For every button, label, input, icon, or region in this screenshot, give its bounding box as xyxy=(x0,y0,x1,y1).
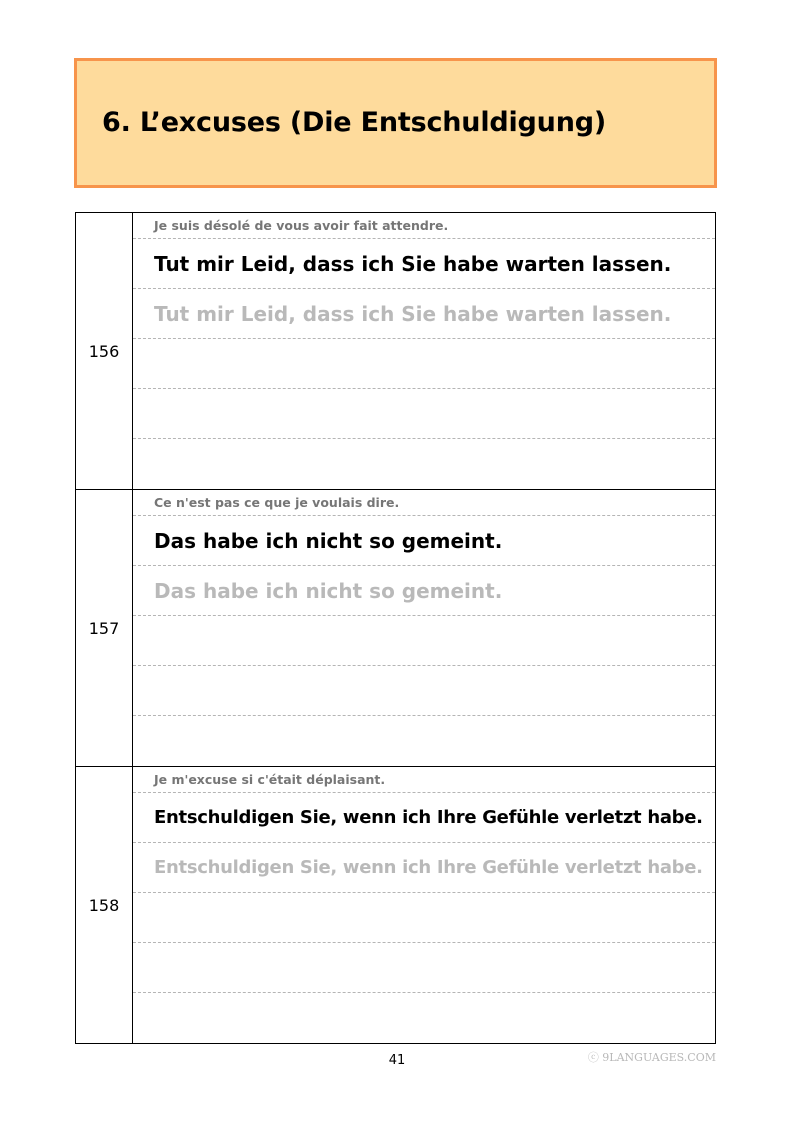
blank-writing-line xyxy=(133,716,715,766)
german-sentence: Entschuldigen Sie, wenn ich Ihre Gefühle verletzt habe. xyxy=(133,793,715,843)
writing-lines xyxy=(133,767,716,1043)
blank-writing-line xyxy=(133,339,715,389)
german-sentence: Das habe ich nicht so gemeint. xyxy=(133,516,715,566)
blank-writing-line xyxy=(133,389,715,439)
practice-worksheet xyxy=(75,212,716,1044)
blank-writing-line xyxy=(133,666,715,716)
french-hint: Ce n'est pas ce que je voulais dire. xyxy=(133,490,715,516)
chapter-title-box xyxy=(74,58,717,188)
entry-number: 158 xyxy=(75,767,133,1043)
german-sentence: Tut mir Leid, dass ich Sie habe warten lassen. xyxy=(133,239,715,289)
blank-writing-line xyxy=(133,943,715,993)
blank-writing-line xyxy=(133,993,715,1043)
french-hint: Je m'excuse si c'était déplaisant. xyxy=(133,767,715,793)
page-number: 41 xyxy=(388,1053,406,1068)
tracing-sentence: Entschuldigen Sie, wenn ich Ihre Gefühle verletzt habe. xyxy=(133,843,715,893)
french-hint: Je suis désolé de vous avoir fait attendre. xyxy=(133,213,715,239)
entry-number: 156 xyxy=(75,213,133,489)
blank-writing-line xyxy=(133,439,715,489)
writing-lines xyxy=(133,490,716,766)
tracing-sentence: Das habe ich nicht so gemeint. xyxy=(133,566,715,616)
copyright-notice: ⓒ 9LANGUAGES.COM xyxy=(587,1051,716,1064)
practice-entry-157 xyxy=(75,490,716,767)
practice-entry-156 xyxy=(75,213,716,490)
blank-writing-line xyxy=(133,893,715,943)
writing-lines xyxy=(133,213,716,489)
entry-number: 157 xyxy=(75,490,133,766)
blank-writing-line xyxy=(133,616,715,666)
chapter-title: 6. L’excuses (Die Entschuldigung) xyxy=(102,107,606,138)
practice-entry-158 xyxy=(75,767,716,1044)
tracing-sentence: Tut mir Leid, dass ich Sie habe warten lassen. xyxy=(133,289,715,339)
